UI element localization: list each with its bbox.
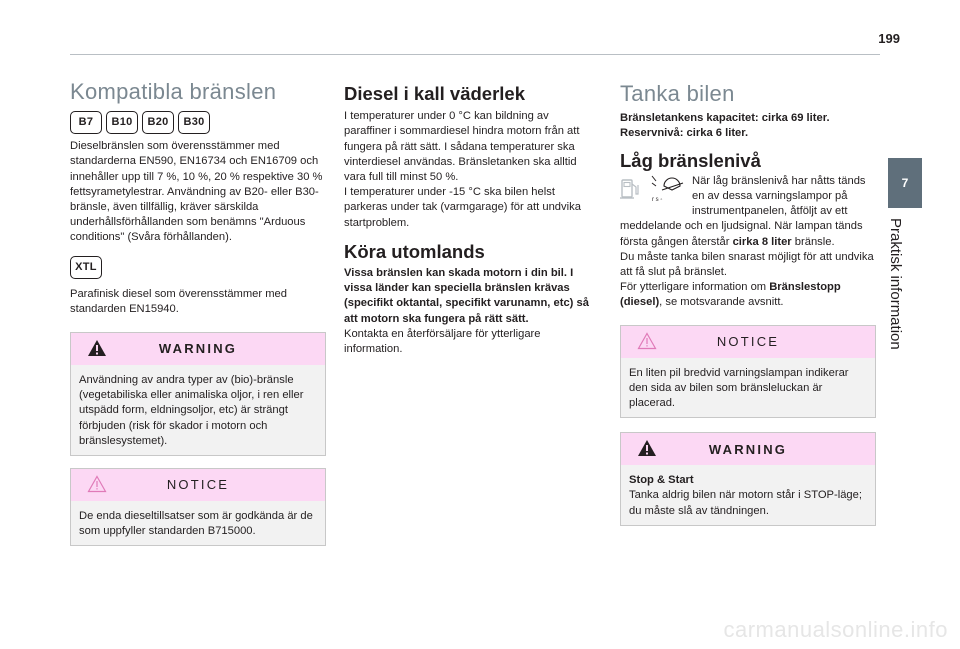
tank-capacity-text: Bränsletankens kapacitet: cirka 69 liter. bbox=[620, 112, 830, 125]
low-fuel-lamps bbox=[620, 174, 688, 206]
reserve-level-text: Reservnivå: cirka 6 liter. bbox=[620, 127, 749, 140]
chapter-title: Praktisk information bbox=[887, 218, 904, 350]
fuel-badge-b10: B10 bbox=[106, 111, 138, 134]
heading-compatible-fuels: Kompatibla bränslen bbox=[70, 79, 277, 104]
fuel-badge-b30: B30 bbox=[178, 111, 210, 134]
cold-weather-text: I temperaturer under 0 °C kan bildning av paraffiner i sommardiesel hindra motorn från att fungera på rätt sätt. I sådana temperaturer ska vinterdiesel användas. Bränsletanken ska alltid vara full till minst 50 %. bbox=[344, 110, 580, 184]
watermark[interactable]: carmanualsonline.info bbox=[723, 617, 948, 642]
warning-title: WARNING bbox=[158, 341, 238, 357]
notice-header-flap bbox=[621, 326, 875, 358]
notice-title-flap: NOTICE bbox=[716, 334, 780, 350]
more-info-prefix: För ytterligare information om bbox=[620, 281, 770, 294]
low-fuel-lamp-icon bbox=[650, 174, 686, 204]
column-compatible-fuels bbox=[70, 79, 326, 546]
warning-text: Användning av andra typer av (bio)-bränsle (vegetabiliska eller animaliska oljor, i ren eller utspädd form, eldningsoljor, etc) är strängt förbjuden (risk för skador i motorn och bränslesystemet). bbox=[71, 365, 325, 455]
diesel-standards-text: Dieselbränslen som överensstämmer med standarderna EN590, EN16734 och EN16709 och innehåller upp till 7 %, 10 %, 20 % respektive 30 % fettsyrametylestrar. Användning av B20- eller B30-bränsle, även tillfällig, kräver särskilda underhållsförhållanden som benämns "Arduous conditions" (Svåra förhållanden). bbox=[70, 140, 323, 244]
header-divider bbox=[70, 54, 880, 55]
warning-body-stop-start bbox=[621, 465, 875, 525]
notice-header bbox=[71, 469, 325, 501]
column-refuelling bbox=[620, 81, 876, 526]
low-fuel-section bbox=[620, 174, 876, 250]
column-diesel-cold bbox=[344, 83, 596, 357]
warning-header-stop-start bbox=[621, 433, 875, 465]
svg-text:r s ◦: r s ◦ bbox=[652, 196, 663, 203]
low-fuel-text-a: När låg bränslenivå har nåtts tänds en av dessa varningslampor på instrumentpanelen, åtföljt av ett meddelande och en ljudsignal. När lampan tänds första gången återstår bbox=[620, 174, 866, 248]
parking-text: I temperaturer under -15 °C ska bilen helst parkeras under tak (varmgarage) för att undvika startproblem. bbox=[344, 186, 581, 229]
fuel-stop-link[interactable]: Bränslestopp (diesel) bbox=[620, 281, 841, 309]
fuel-badge-xtl: XTL bbox=[70, 256, 102, 279]
warning-box-stop-start bbox=[620, 432, 876, 526]
more-info-suffix: , se motsvarande avsnitt. bbox=[659, 296, 784, 309]
low-fuel-text-bold: cirka 8 liter bbox=[732, 235, 792, 248]
chapter-tab[interactable]: 7 bbox=[888, 158, 922, 208]
page-number: 199 bbox=[878, 31, 900, 46]
low-fuel-text-b: bränsle. bbox=[791, 235, 835, 248]
fuel-badge-b7: B7 bbox=[70, 111, 102, 134]
more-info-text bbox=[620, 280, 876, 310]
heading-refuelling: Tanka bilen bbox=[620, 81, 735, 106]
warning-box-fuels bbox=[70, 332, 326, 456]
fuel-pump-outline-icon bbox=[620, 176, 640, 200]
fuel-badge-b20: B20 bbox=[142, 111, 174, 134]
stop-start-text: Tanka aldrig bilen när motorn står i STOP-läge; du måste slå av tändningen. bbox=[629, 489, 862, 517]
notice-title: NOTICE bbox=[166, 477, 230, 493]
fuel-badges bbox=[70, 111, 326, 134]
warning-header bbox=[71, 333, 325, 365]
heading-driving-abroad: Köra utomlands bbox=[344, 240, 485, 262]
notice-box-additives bbox=[70, 468, 326, 546]
stop-start-subtitle: Stop & Start bbox=[629, 474, 694, 487]
heading-low-fuel: Låg bränslenivå bbox=[620, 149, 761, 171]
warning-title-stop-start: WARNING bbox=[708, 441, 788, 457]
refuel-soon-text: Du måste tanka bilen snarast möjligt för att undvika att få slut på bränslet. bbox=[620, 250, 874, 279]
heading-diesel-cold: Diesel i kall väderlek bbox=[344, 83, 526, 104]
notice-box-flap bbox=[620, 325, 876, 419]
notice-text-flap: En liten pil bredvid varningslampan indikerar den sida av bilen som bränsleluckan är placerad. bbox=[621, 358, 875, 418]
fuel-warning-abroad-text: Vissa bränslen kan skada motorn i din bil. I vissa länder kan speciella bränslen krävas (specifikt oktantal, specifikt varunamn, etc) så att motorn ska fungera på rätt sätt. bbox=[344, 267, 589, 325]
paraffinic-diesel-text: Parafinisk diesel som överensstämmer med standarden EN15940. bbox=[70, 287, 287, 315]
notice-text: De enda dieseltillsatser som är godkända är de som uppfyller standarden B715000. bbox=[71, 501, 325, 545]
dealer-contact-text: Kontakta en återförsäljare för ytterligare information. bbox=[344, 327, 541, 356]
chapter-title-wrap bbox=[868, 218, 960, 350]
